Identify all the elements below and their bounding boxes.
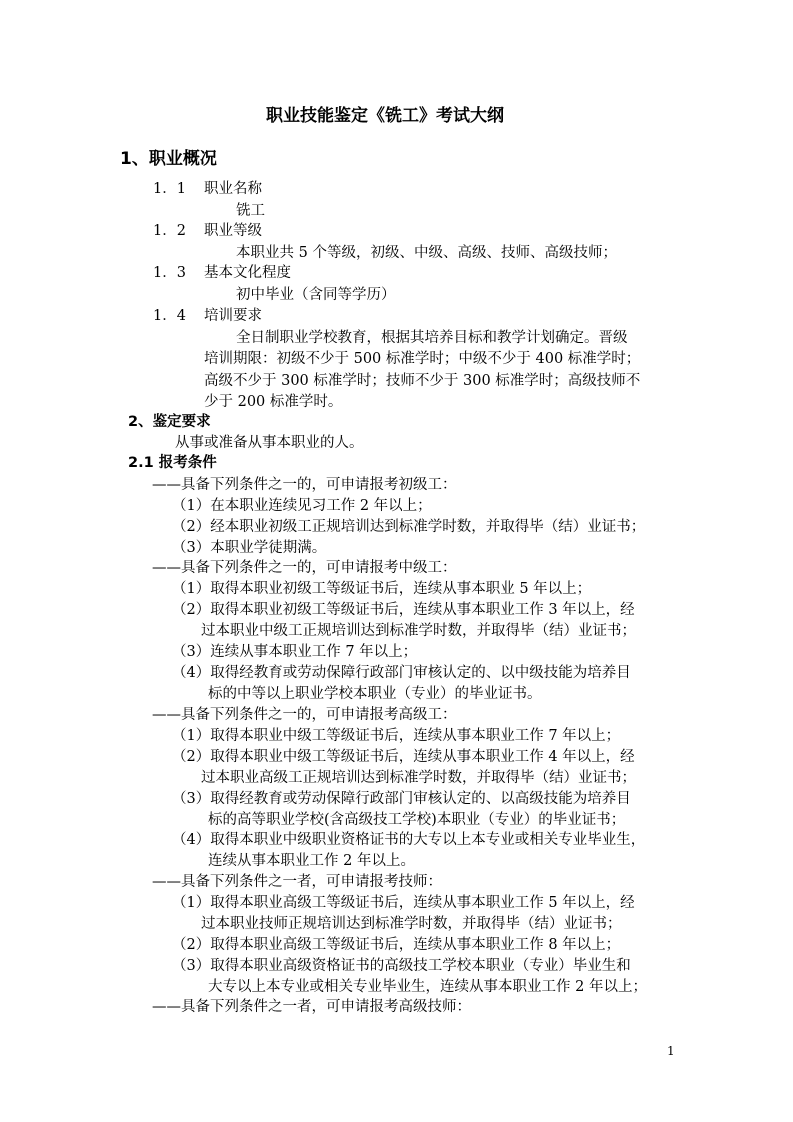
item-text-1-3: 初中毕业（含同等学历）	[236, 287, 396, 303]
page-number: 1	[667, 1044, 675, 1058]
condition-line: （4）取得经教育或劳动保障行政部门审核认定的、以中级技能为培养目	[172, 665, 631, 681]
condition-line: ——具备下列条件之一的，可申请报考初级工：	[152, 477, 457, 493]
training-text-line: 培训期限：初级不少于 500 标准学时；中级不少于 400 标准学时；	[204, 351, 641, 367]
condition-line: 过本职业技师正规培训达到标准学时数，并取得毕（结）业证书；	[201, 916, 622, 932]
condition-line: 连续从事本职业工作 2 年以上。	[208, 853, 415, 869]
condition-line: （1）在本职业连续见习工作 2 年以上；	[172, 498, 432, 514]
condition-line: （1）取得本职业中级工等级证书后，连续从事本职业工作 7 年以上；	[172, 728, 621, 744]
item-number-1-1: 1．1	[153, 181, 186, 197]
condition-line: 过本职业高级工正规培训达到标准学时数，并取得毕（结）业证书；	[201, 770, 636, 786]
condition-line: （4）取得本职业中级职业资格证书的大专以上本专业或相关专业毕业生，	[172, 832, 646, 848]
item-text-1-2: 本职业共 5 个等级，初级、中级、高级、技师、高级技师；	[236, 245, 617, 261]
condition-line: （3）连续从事本职业工作 7 年以上；	[172, 644, 418, 660]
item-text-1-1: 铣工	[236, 203, 265, 219]
training-text-line: 少于 200 标准学时。	[204, 394, 343, 410]
section-heading-2-1: 2.1 报考条件	[128, 455, 217, 471]
condition-line: 过本职业中级工正规培训达到标准学时数，并取得毕（结）业证书；	[201, 623, 636, 639]
condition-line: ——具备下列条件之一的，可申请报考高级工：	[152, 707, 457, 723]
condition-line: （2）取得本职业中级工等级证书后，连续从事本职业工作 4 年以上，经	[172, 749, 635, 765]
condition-line: ——具备下列条件之一者，可申请报考技师：	[152, 874, 442, 890]
document-title: 职业技能鉴定《铣工》考试大纲	[266, 106, 504, 126]
condition-line: （3）本职业学徒期满。	[172, 540, 327, 556]
condition-line: 标的中等以上职业学校本职业（专业）的毕业证书。	[208, 686, 542, 702]
condition-line: （1）取得本职业初级工等级证书后，连续从事本职业 5 年以上；	[172, 581, 592, 597]
item-number-1-2: 1．2	[153, 223, 186, 239]
condition-line: （2）经本职业初级工正规培训达到标准学时数，并取得毕（结）业证书；	[172, 519, 646, 535]
item-label-1-4: 培训要求	[204, 308, 262, 324]
item-label-1-1: 职业名称	[204, 181, 262, 197]
item-label-1-2: 职业等级	[204, 223, 262, 239]
condition-line: （1）取得本职业高级工等级证书后，连续从事本职业工作 5 年以上，经	[172, 895, 635, 911]
item-number-1-3: 1．3	[153, 265, 186, 281]
item-number-1-4: 1．4	[153, 308, 186, 324]
section-2-text: 从事或准备从事本职业的人。	[175, 435, 364, 451]
condition-line: （2）取得本职业高级工等级证书后，连续从事本职业工作 8 年以上；	[172, 937, 621, 953]
item-label-1-3: 基本文化程度	[204, 265, 291, 281]
section-heading-1: 1、职业概况	[120, 149, 217, 169]
condition-line: 大专以上本专业或相关专业毕业生，连续从事本职业工作 2 年以上；	[208, 979, 647, 995]
section-heading-2: 2、鉴定要求	[128, 414, 211, 430]
training-text-line: 高级不少于 300 标准学时；技师不少于 300 标准学时；高级技师不	[204, 373, 641, 389]
condition-line: （2）取得本职业初级工等级证书后，连续从事本职业工作 3 年以上，经	[172, 602, 635, 618]
condition-line: ——具备下列条件之一者，可申请报考高级技师：	[152, 999, 471, 1015]
training-text-line: 全日制职业学校教育，根据其培养目标和教学计划确定。晋级	[236, 330, 628, 346]
condition-line: ——具备下列条件之一的，可申请报考中级工：	[152, 560, 457, 576]
condition-line: 标的高等职业学校(含高级技工学校)本职业（专业）的毕业证书；	[208, 812, 626, 828]
condition-line: （3）取得经教育或劳动保障行政部门审核认定的、以高级技能为培养目	[172, 791, 631, 807]
condition-line: （3）取得本职业高级资格证书的高级技工学校本职业（专业）毕业生和	[172, 958, 631, 974]
